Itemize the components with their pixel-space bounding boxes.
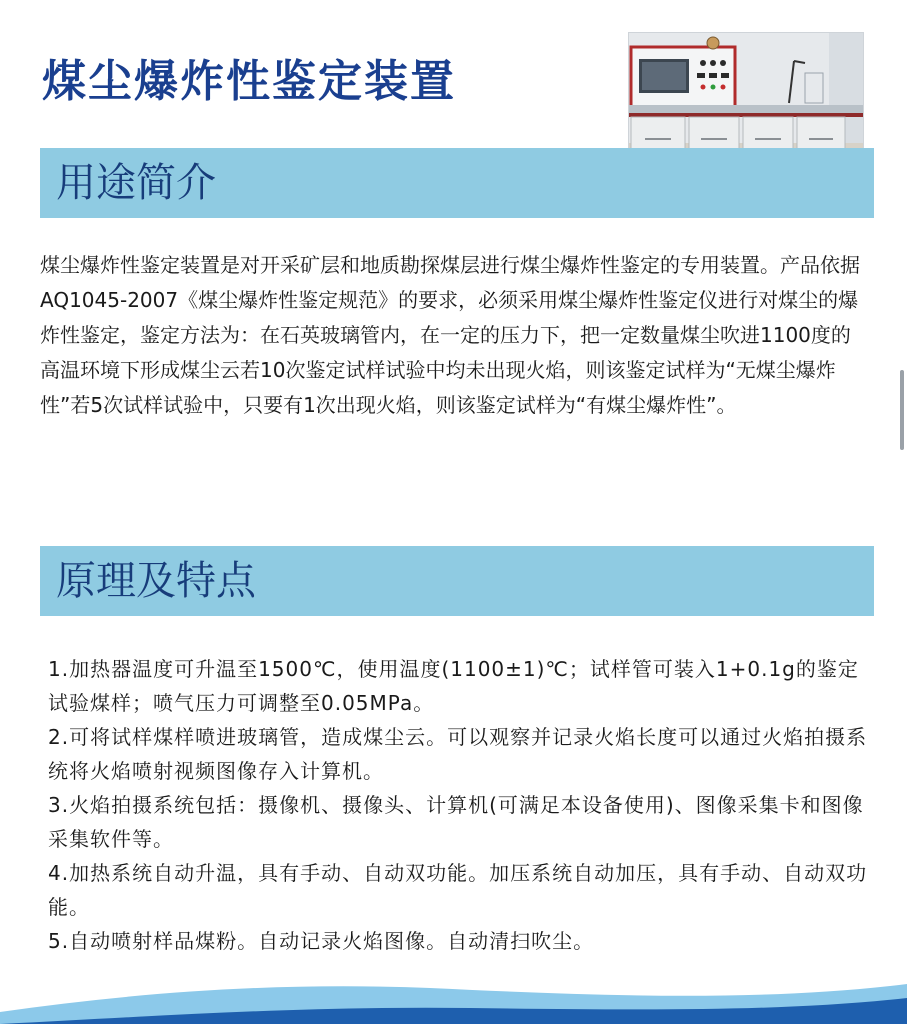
scrollbar-thumb[interactable] [900,370,904,450]
feature-item-5: 5.自动喷射样品煤粉。自动记录火焰图像。自动清扫吹尘。 [48,929,595,953]
section-header-usage [40,148,874,218]
feature-item-2: 2.可将试样煤样喷进玻璃管，造成煤尘云。可以观察并记录火焰长度可以通过火焰拍摄系统将火焰喷射视频图像存入计算机。 [48,725,868,783]
feature-item-3: 3.火焰拍摄系统包括：摄像机、摄像头、计算机(可满足本设备使用)、图像采集卡和图像采集软件等。 [48,793,864,851]
feature-item-1: 1.加热器温度可升温至1500℃，使用温度(1100±1)℃；试样管可装入1+0.1g的鉴定试验煤样；喷气压力可调整至0.05MPa。 [48,657,859,715]
section-title-usage: 用途简介 [56,160,216,206]
feature-list [48,652,870,958]
section-header-features [40,546,874,616]
decorative-wave [0,954,907,1024]
usage-description: 煤尘爆炸性鉴定装置是对开采矿层和地质勘探煤层进行煤尘爆炸性鉴定的专用装置。产品依据AQ1045-2007《煤尘爆炸性鉴定规范》的要求，必须采用煤尘爆炸性鉴定仪进行对煤尘的爆炸性鉴定，鉴定方法为：在石英玻璃管内，在一定的压力下，把一定数量煤尘吹进1100度的高温环境下形成煤尘云若10次鉴定试样试验中均未出现火焰，则该鉴定试样为“无煤尘爆炸性”若5次试样试验中，只要有1次出现火焰，则该鉴定试样为“有煤尘爆炸性”。 [40,253,860,417]
feature-item-4: 4.加热系统自动升温，具有手动、自动双功能。加压系统自动加压，具有手动、自动双功能。 [48,861,868,919]
page-title: 煤尘爆炸性鉴定装置 [42,56,456,107]
section-title-features: 原理及特点 [56,558,256,604]
